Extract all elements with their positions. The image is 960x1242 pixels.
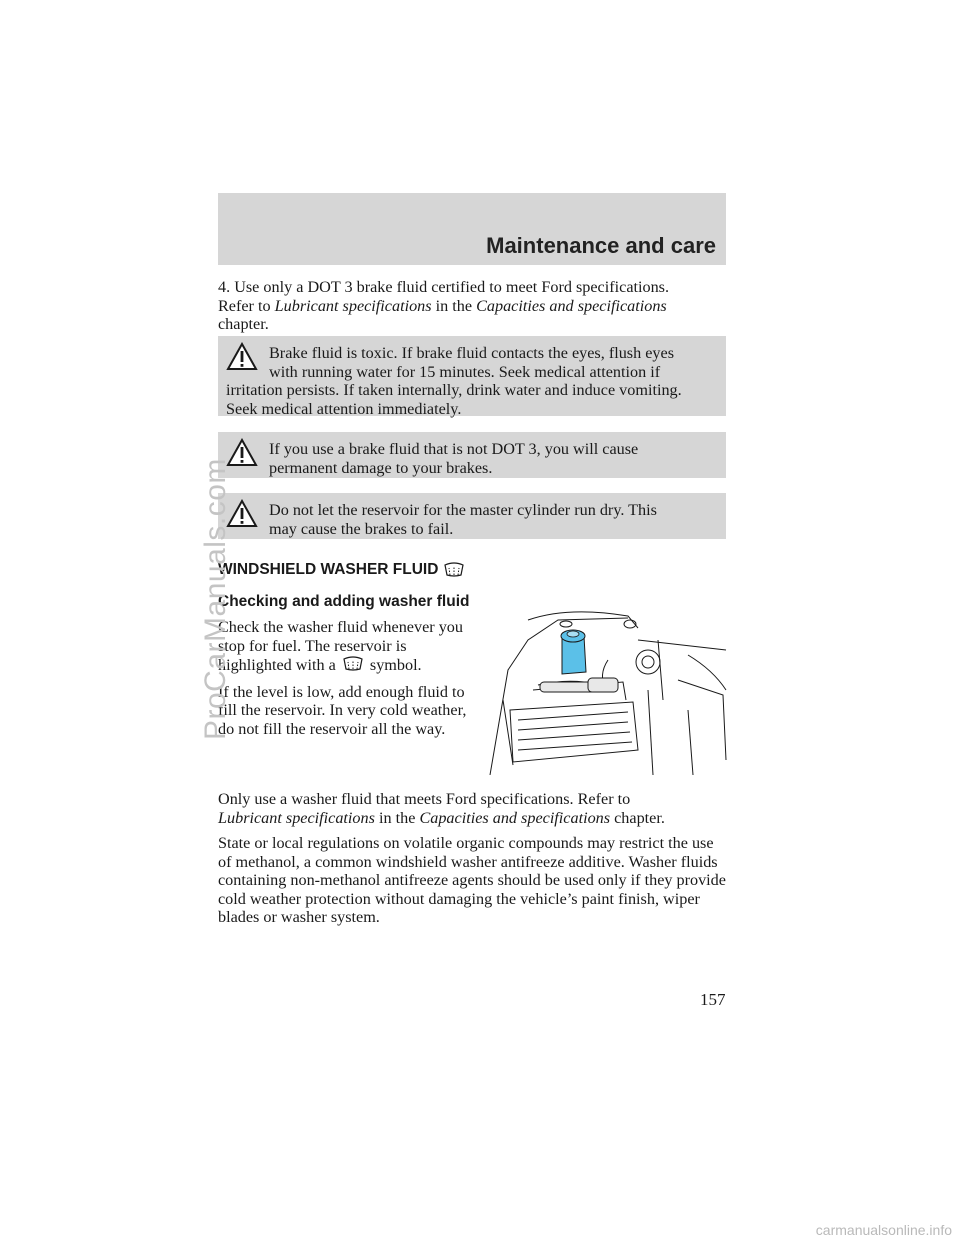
voc-paragraph: State or local regulations on volatile organic compounds may restrict the use of methanol, a common windshield washer antifreeze additive. Washer fluids containing non-methanol antifreeze agents should be used only if they provide cold weather protection without damaging the vehicle’s paint finish, wiper blades or washer system. <box>218 834 726 926</box>
lubricant-specs-ref-2: Lubricant specifications <box>218 808 375 827</box>
warning2-line1: If you use a brake fluid that is not DOT 3, you will cause <box>269 440 639 458</box>
washer-spec-paragraph <box>218 790 728 827</box>
lubricant-specs-ref: Lubricant specifications <box>274 296 432 315</box>
warning1-line1: Brake fluid is toxic. If brake fluid contacts the eyes, flush eyes <box>269 344 675 362</box>
washer-check-text <box>218 618 480 738</box>
capacities-specs-ref-2: Capacities and specifications <box>419 808 611 827</box>
brake-step-4 <box>218 278 728 334</box>
washer-symbol-icon <box>342 655 364 673</box>
washer-p3: Only use a washer fluid that meets Ford specifications. Refer to Lubricant specifications in the Capacities and specifications chapter. <box>218 790 665 827</box>
side-watermark: ProCarManuals.com <box>199 458 232 740</box>
engine-bay-illustration <box>488 600 728 775</box>
warning3-line2: may cause the brakes to fail. <box>269 519 454 538</box>
warning-box-toxic <box>218 336 726 416</box>
washer-p1: Check the washer fluid whenever you stop for fuel. The reservoir is highlighted with a symbol. <box>218 618 463 674</box>
step4-line1: 4. Use only a DOT 3 brake fluid certified to meet Ford specifications. <box>218 278 670 296</box>
washer-p2: If the level is low, add enough fluid to fill the reservoir. In very cold weather, do not fill the reservoir all the way. <box>218 682 467 738</box>
footer-watermark: carmanualsonline.info <box>815 1222 952 1238</box>
step4-line2: Refer to Lubricant specifications in the Capacities and specifications <box>218 296 667 315</box>
warning2-line2: permanent damage to your brakes. <box>269 458 493 477</box>
capacities-specs-ref: Capacities and specifications <box>476 296 667 315</box>
warning3-line1: Do not let the reservoir for the master cylinder run dry. This <box>269 501 657 519</box>
washer-reservoir-highlight <box>561 630 586 674</box>
washer-subheading: Checking and adding washer fluid <box>218 593 470 610</box>
washer-fluid-heading: WINDSHIELD WASHER FLUID <box>218 561 465 579</box>
chapter-title: Maintenance and care <box>486 233 716 258</box>
warning1-rest: irritation persists. If taken internally, drink water and induce vomiting. Seek medical attention immediately. <box>226 381 682 418</box>
chapter-header-band <box>218 193 726 265</box>
page-number: 157 <box>700 990 726 1009</box>
warning-box-dot3 <box>218 432 726 478</box>
warning-box-reservoir <box>218 493 726 539</box>
warning1-line2: with running water for 15 minutes. Seek medical attention if <box>269 362 661 381</box>
step4-line3: chapter. <box>218 315 269 333</box>
washer-fluid-icon <box>443 561 465 579</box>
warning-triangle-icon <box>226 342 258 372</box>
